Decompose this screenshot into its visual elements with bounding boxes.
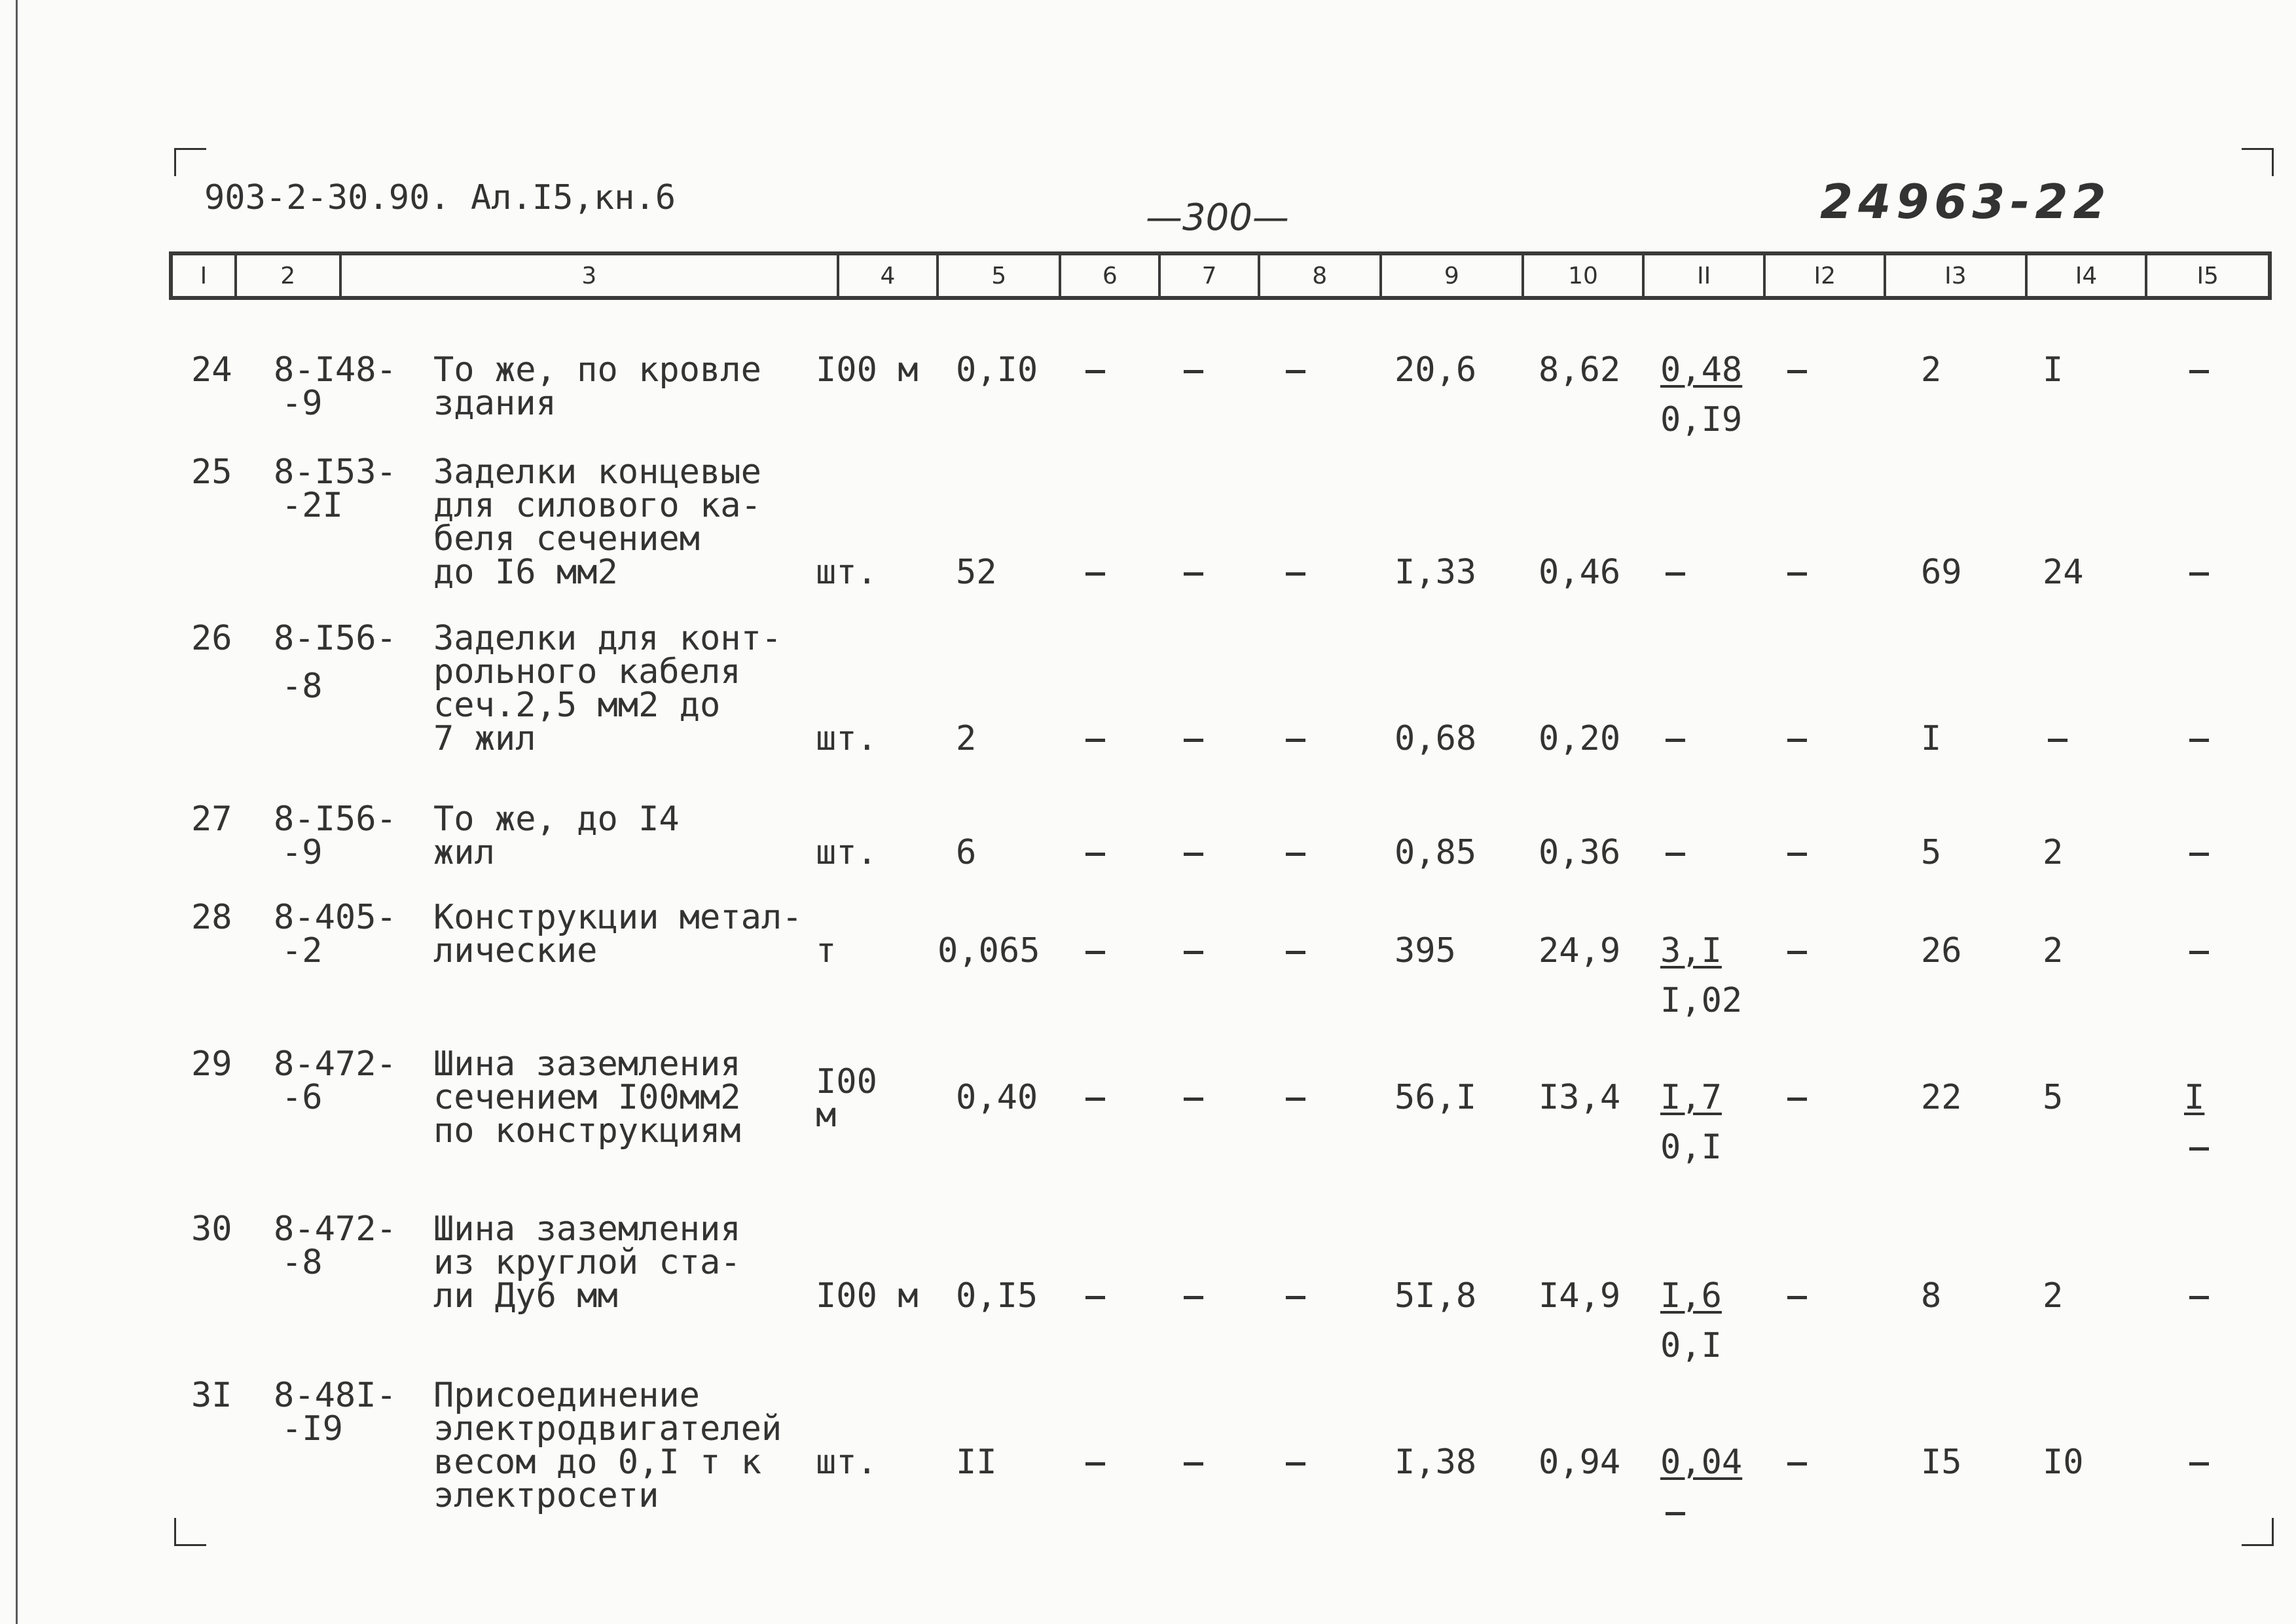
cell-c9: I,33	[1394, 553, 1477, 592]
cell-c12	[1787, 853, 1807, 856]
cell-c8	[1286, 370, 1305, 373]
unit-of-measure: I00 м	[816, 350, 919, 390]
cell-c11-top: 0,48	[1660, 350, 1743, 390]
cell-c9: 0,85	[1394, 833, 1477, 872]
quantity: II	[956, 1443, 997, 1482]
rate-code-line: 8-472-	[274, 1209, 397, 1249]
cell-c11-top: I,7	[1660, 1078, 1722, 1117]
cell-c9: 0,68	[1394, 719, 1477, 758]
rate-code-line: 8-I56-	[274, 619, 397, 658]
rate-code-line: 8-472-	[274, 1044, 397, 1084]
description-line: лические	[433, 931, 598, 970]
cell-c10: 8,62	[1539, 350, 1621, 390]
cell-c6	[1085, 572, 1105, 576]
cell-c15-bottom	[2189, 1147, 2209, 1151]
description-line: То же, по кровле	[433, 350, 761, 390]
cell-c9: I,38	[1394, 1443, 1477, 1482]
cell-c13: 2	[1921, 350, 1942, 390]
rate-code-line: 8-I56-	[274, 800, 397, 839]
cell-c14: 2	[2043, 1276, 2064, 1316]
column-header-5: 5	[939, 255, 1062, 296]
column-header-2: 2	[237, 255, 342, 296]
cell-c13: 8	[1921, 1276, 1942, 1316]
column-header-14: I4	[2028, 255, 2148, 296]
rate-code-line: -I9	[282, 1409, 343, 1449]
rate-code-line: -8	[282, 1243, 323, 1282]
cell-c10: 0,20	[1539, 719, 1621, 758]
cell-c11-bottom	[1666, 1512, 1685, 1515]
document-code: 903-2-30.90. Ал.I5,кн.6	[204, 178, 676, 217]
rate-code-line: 8-I53-	[274, 452, 397, 492]
cell-c8	[1286, 572, 1305, 576]
column-header-9: 9	[1382, 255, 1525, 296]
rate-code-line: -6	[282, 1078, 323, 1117]
cell-c12	[1787, 572, 1807, 576]
cell-c8	[1286, 853, 1305, 856]
cell-c13: 69	[1921, 553, 1962, 592]
cell-c11-top	[1666, 853, 1685, 856]
cell-c7	[1184, 951, 1203, 954]
cell-c6	[1085, 370, 1105, 373]
description-line: электродвигателей	[433, 1409, 782, 1449]
quantity: 0,40	[956, 1078, 1038, 1117]
cell-c15	[2189, 370, 2209, 373]
corner-mark-bottom-left	[174, 1518, 206, 1546]
unit-of-measure: шт.	[816, 1443, 877, 1482]
unit-of-measure: шт.	[816, 553, 877, 592]
cell-c12	[1787, 739, 1807, 742]
description-line: Заделки для конт-	[433, 619, 782, 658]
cell-c14: 5	[2043, 1078, 2064, 1117]
row-number: 3I	[191, 1376, 232, 1415]
unit-of-measure: I00 м	[816, 1276, 919, 1316]
quantity: 0,I0	[956, 350, 1038, 390]
cell-c15	[2189, 853, 2209, 856]
cell-c12	[1787, 1296, 1807, 1299]
cell-c7	[1184, 572, 1203, 576]
rate-code-line: 8-48I-	[274, 1376, 397, 1415]
cell-c6	[1085, 853, 1105, 856]
cell-c8	[1286, 1098, 1305, 1101]
description-line: Присоединение	[433, 1376, 700, 1415]
cell-c13: 5	[1921, 833, 1942, 872]
description-line: из круглой ста-	[433, 1243, 741, 1282]
quantity: 0,I5	[956, 1276, 1038, 1316]
rate-code-line: 8-405-	[274, 898, 397, 937]
cell-c15	[2189, 1462, 2209, 1466]
cell-c11-top	[1666, 572, 1685, 576]
page-number: —300—	[1146, 196, 1289, 239]
column-header-1: I	[173, 255, 237, 296]
cell-c10: 24,9	[1539, 931, 1621, 970]
cell-c10: 0,94	[1539, 1443, 1621, 1482]
cell-c15	[2189, 572, 2209, 576]
rate-code-line: -9	[282, 833, 323, 872]
quantity: 6	[956, 833, 977, 872]
row-number: 24	[191, 350, 232, 390]
rate-code-line: -2	[282, 931, 323, 970]
cell-c12	[1787, 1098, 1807, 1101]
cell-c15-top: I	[2184, 1078, 2205, 1117]
description-line: до I6 мм2	[433, 553, 618, 592]
cell-c12	[1787, 1462, 1807, 1466]
cell-c14: I	[2043, 350, 2064, 390]
column-header-7: 7	[1161, 255, 1260, 296]
cell-c8	[1286, 951, 1305, 954]
cell-c6	[1085, 1462, 1105, 1466]
column-header-13: I3	[1886, 255, 2028, 296]
cell-c10: I4,9	[1539, 1276, 1621, 1316]
quantity: 52	[956, 553, 997, 592]
cell-c11-top: 0,04	[1660, 1443, 1743, 1482]
cell-c7	[1184, 370, 1203, 373]
cell-c6	[1085, 951, 1105, 954]
cell-c15	[2189, 951, 2209, 954]
cell-c14	[2048, 739, 2068, 742]
corner-mark-top-right	[2242, 148, 2274, 176]
description-line: по конструкциям	[433, 1111, 741, 1151]
cell-c14: 2	[2043, 931, 2064, 970]
cell-c6	[1085, 1296, 1105, 1299]
cell-c11-bottom: I,02	[1660, 981, 1743, 1020]
quantity: 0,065	[938, 931, 1040, 970]
corner-mark-bottom-right	[2242, 1518, 2274, 1546]
unit-of-measure: т	[816, 931, 837, 970]
rate-code-line: -9	[282, 384, 323, 423]
cell-c14: I0	[2043, 1443, 2084, 1482]
description-line: Заделки концевые	[433, 452, 761, 492]
cell-c11-top: 3,I	[1660, 931, 1722, 970]
column-header-15: I5	[2196, 262, 2219, 289]
unit-of-measure: I00 м	[816, 1062, 877, 1135]
description-line: 7 жил	[433, 719, 536, 758]
description-line: сечением I00мм2	[433, 1078, 741, 1117]
description-line: сеч.2,5 мм2 до	[433, 686, 721, 725]
cell-c9: 20,6	[1394, 350, 1477, 390]
cell-c11-bottom: 0,I	[1660, 1326, 1722, 1365]
cell-c10: I3,4	[1539, 1078, 1621, 1117]
cell-c6	[1085, 739, 1105, 742]
cell-c9: 395	[1394, 931, 1456, 970]
corner-mark-top-left	[174, 148, 206, 176]
description-line: ли Ду6 мм	[433, 1276, 618, 1316]
row-number: 29	[191, 1044, 232, 1084]
row-number: 25	[191, 452, 232, 492]
description-line: электросети	[433, 1476, 659, 1515]
row-number: 26	[191, 619, 232, 658]
cell-c13: I	[1921, 719, 1942, 758]
cell-c15	[2189, 739, 2209, 742]
description-line: беля сечением	[433, 519, 700, 559]
row-number: 28	[191, 898, 232, 937]
description-line: Конструкции метал-	[433, 898, 803, 937]
rate-code-line: -8	[282, 667, 323, 706]
row-number: 30	[191, 1209, 232, 1249]
rate-code-line: -2I	[282, 486, 343, 525]
column-header-12: I2	[1766, 255, 1886, 296]
row-number: 27	[191, 800, 232, 839]
unit-of-measure: шт.	[816, 833, 877, 872]
cell-c8	[1286, 1462, 1305, 1466]
page-number-value: 300	[1182, 196, 1252, 239]
cell-c14: 24	[2043, 553, 2084, 592]
description-line: здания	[433, 384, 556, 423]
cell-c12	[1787, 951, 1807, 954]
column-header-11: II	[1645, 255, 1766, 296]
cell-c7	[1184, 1098, 1203, 1101]
cell-c10: 0,36	[1539, 833, 1621, 872]
cell-c8	[1286, 739, 1305, 742]
column-header-3: 3	[342, 255, 840, 296]
description-line: рольного кабеля	[433, 652, 741, 692]
cell-c11-bottom: 0,I	[1660, 1128, 1722, 1167]
rate-code-line: 8-I48-	[274, 350, 397, 390]
unit-of-measure: шт.	[816, 719, 877, 758]
cell-c11-bottom: 0,I9	[1660, 400, 1743, 439]
description-line: весом до 0,I т к	[433, 1443, 761, 1482]
cell-c7	[1184, 739, 1203, 742]
column-header-row	[169, 251, 2272, 300]
cell-c7	[1184, 853, 1203, 856]
cell-c7	[1184, 1462, 1203, 1466]
cell-c6	[1085, 1098, 1105, 1101]
cell-c8	[1286, 1296, 1305, 1299]
column-header-10: 10	[1524, 255, 1645, 296]
cell-c12	[1787, 370, 1807, 373]
cell-c13: I5	[1921, 1443, 1962, 1482]
cell-c15	[2189, 1296, 2209, 1299]
description-line: Шина заземления	[433, 1209, 741, 1249]
cell-c9: 5I,8	[1394, 1276, 1477, 1316]
cell-c9: 56,I	[1394, 1078, 1477, 1117]
quantity: 2	[956, 719, 977, 758]
description-line: жил	[433, 833, 495, 872]
cell-c10: 0,46	[1539, 553, 1621, 592]
cell-c14: 2	[2043, 833, 2064, 872]
cell-c13: 22	[1921, 1078, 1962, 1117]
description-line: Шина заземления	[433, 1044, 741, 1084]
cell-c13: 26	[1921, 931, 1962, 970]
column-header-6: 6	[1061, 255, 1161, 296]
description-line: То же, до I4	[433, 800, 680, 839]
cell-c11-top	[1666, 739, 1685, 742]
sheet-number: 24963-22	[1820, 174, 2111, 229]
cell-c11-top: I,6	[1660, 1276, 1722, 1316]
column-header-8: 8	[1260, 255, 1382, 296]
column-header-4: 4	[839, 255, 939, 296]
description-line: для силового ка-	[433, 486, 761, 525]
binding-edge-line	[16, 0, 18, 1624]
cell-c7	[1184, 1296, 1203, 1299]
